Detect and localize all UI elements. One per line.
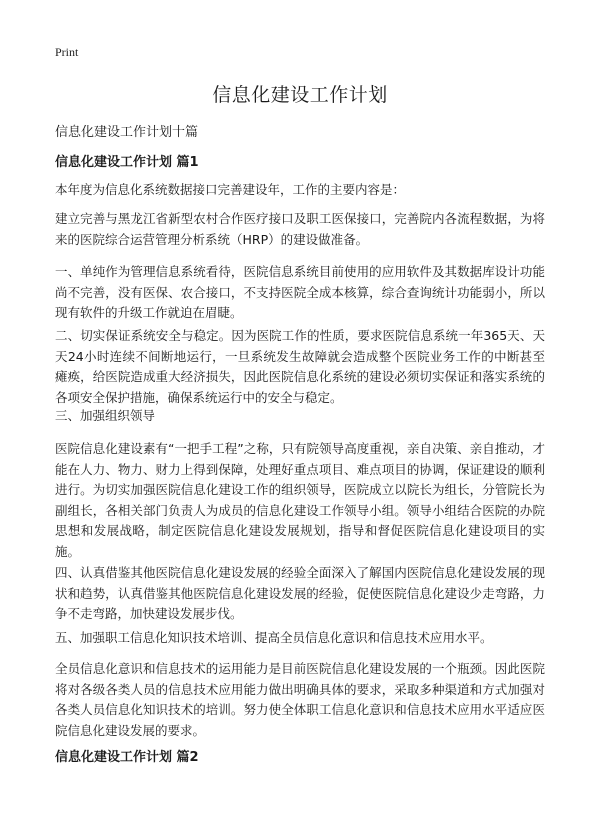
section-heading-2: 信息化建设工作计划 篇2	[55, 750, 199, 765]
paragraph: 一、单纯作为管理信息系统看待，医院信息系统目前使用的应用软件及其数据库设计功能尚不完善，没有医保、农合接口，不支持医院全成本核算，综合查询统计功能弱小，所以现有软件的升级工作就迫在眉睫。	[55, 264, 545, 320]
document-subtitle: 信息化建设工作计划十篇	[55, 125, 199, 140]
document-title: 信息化建设工作计划	[212, 84, 388, 106]
print-label: Print	[55, 45, 79, 59]
paragraph: 五、加强职工信息化知识技术培训、提高全员信息化意识和信息技术应用水平。	[55, 630, 493, 645]
paragraph: 本年度为信息化系统数据接口完善建设年，工作的主要内容是：	[55, 182, 406, 197]
paragraph: 三、加强组织领导	[55, 408, 156, 423]
paragraph: 全员信息化意识和信息技术的运用能力是目前医院信息化建设发展的一个瓶颈。因此医院将对各级各类人员的信息技术应用能力做出明确具体的要求，采取多种渠道和方式加强对各类人员信息化知识技术的培训。努力使全体职工信息化意识和信息技术应用水平适应医院信息化建设发展的要求。	[55, 661, 545, 738]
paragraph: 建立完善与黑龙江省新型农村合作医疗接口及职工医保接口，完善院内各流程数据，为将来的医院综合运营管理分析系统（HRP）的建设做准备。	[55, 211, 545, 247]
paragraph: 二、切实保证系统安全与稳定。因为医院工作的性质，要求医院信息系统一年365天、天天24小时连续不间断地运行，一旦系统发生故障就会造成整个医院业务工作的中断甚至瘫痪，给医院造成重大经济损失，因此医院信息化系统的建设必须切实保证和落实系统的各项安全保护措施，确保系统运行中的安全与稳定。	[55, 328, 545, 405]
section-heading-1: 信息化建设工作计划 篇1	[55, 155, 199, 170]
paragraph: 四、认真借鉴其他医院信息化建设发展的经验全面深入了解国内医院信息化建设发展的现状和趋势，认真借鉴其他医院信息化建设发展的经验，促使医院信息化建设少走弯路，力争不走弯路，加快建设发展步伐。	[55, 565, 545, 621]
paragraph: 医院信息化建设素有“一把手工程”之称，只有院领导高度重视，亲自决策、亲自推动，才能在人力、物力、财力上得到保障，处理好重点项目、难点项目的协调，保证建设的顺利进行。为切实加强医院信息化建设工作的组织领导，医院成立以院长为组长，分管院长为副组长，各相关部门负责人为成员的信息化建设工作领导小组。领导小组结合医院的办院思想和发展战略，制定医院信息化建设发展规划，指导和督促医院信息化建设项目的实施。	[55, 441, 545, 559]
